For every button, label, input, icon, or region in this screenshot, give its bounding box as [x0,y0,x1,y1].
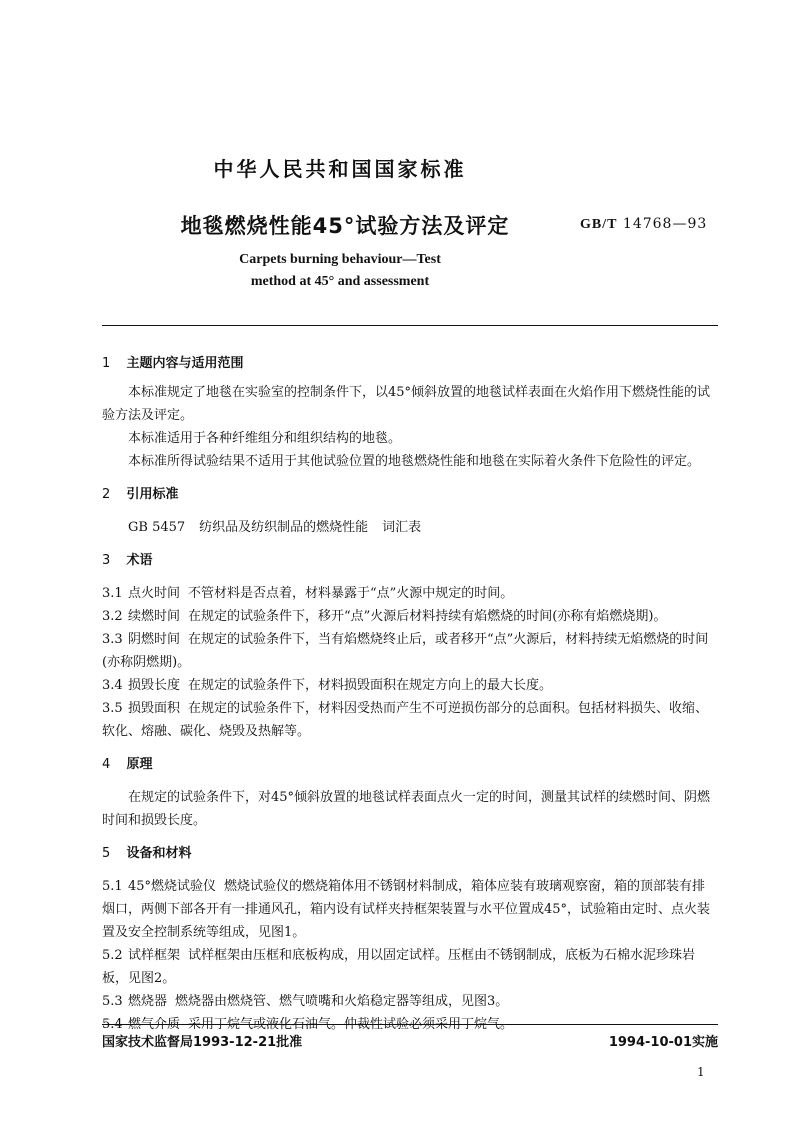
term-definition [102,674,718,697]
section-heading [102,483,718,506]
term-definition [102,605,718,628]
reference-entry [102,516,718,539]
english-title-line-1: Carpets burning behaviour—Test [239,252,441,267]
section-title: 引用标准 [126,487,179,502]
item-number: 5.4 [102,1017,123,1032]
section-title: 设备和材料 [126,846,192,861]
item-name: 燃气介质 [128,1017,181,1032]
term-number: 3.5 [102,701,123,716]
paragraph: 本标准所得试验结果不适用于其他试验位置的地毯燃烧性能和地毯在实际着火条件下危险性的评定。 [128,454,701,469]
term-number: 3.4 [102,678,123,693]
item-number: 5.1 [102,879,123,894]
term-text: 在规定的试验条件下，材料因受热而产生不可逆损伤部分的总面积。包括材料损失、收缩、软化、熔融、碳化、烧毁及热解等。 [102,701,709,739]
section-number: 1 [102,356,111,371]
implementation-date: 1994-10-01实施 [608,1035,718,1050]
reference-title: 纺织品及纺织制品的燃烧性能 [199,520,369,535]
equipment-item [102,990,718,1013]
standard-title: 地毯燃烧性能45°试验方法及评定 [180,214,510,238]
standard-code: 14768—93 [622,216,708,232]
section-number: 5 [102,846,111,861]
term-number: 3.1 [102,586,123,601]
term-name: 点火时间 [128,586,181,601]
item-text: 燃烧试验仪的燃烧箱体用不锈钢材料制成，箱体应装有玻璃观察窗，箱的顶部装有排烟口，两侧下部各开有一排通风孔，箱内设有试样夹持框架装置与水平位置成45°，试验箱由定时、点火装置及安全控制系统等组成，见图1。 [102,879,711,940]
item-name: 45°燃烧试验仪 [128,879,217,894]
page-number: 1 [697,1065,705,1079]
approval-info: 国家技术监督局1993-12-21批准 [102,1035,303,1050]
section-heading [102,352,718,375]
term-text: 不管材料是否点着，材料暴露于“点”火源中规定的时间。 [188,586,514,601]
term-name: 阴燃时间 [128,632,181,647]
term-number: 3.2 [102,609,123,624]
item-text: 试样框架由压框和底板构成，用以固定试样。压框由不锈钢制成，底板为石棉水泥珍珠岩板，见图2。 [102,948,696,986]
term-definition [102,582,718,605]
section-heading [102,753,718,776]
reference-title-2: 词汇表 [382,520,422,535]
english-title-line-2: method at 45° and assessment [250,274,430,289]
term-text: 在规定的试验条件下，移开“点”火源后材料持续有焰燃烧的时间(亦称有焰燃烧期)。 [188,609,667,624]
paragraph: 本标准规定了地毯在实验室的控制条件下，以45°倾斜放置的地毯试样表面在火焰作用下燃烧性能的试验方法及评定。 [102,385,711,423]
section-title: 原理 [126,757,153,772]
section-heading [102,842,718,865]
item-name: 燃烧器 [128,994,168,1009]
standard-number [580,216,707,233]
item-number: 5.2 [102,948,123,963]
item-name: 试样框架 [128,948,181,963]
paragraph: 在规定的试验条件下，对45°倾斜放置的地毯试样表面点火一定的时间，测量其试样的续燃时间、阴燃时间和损毁长度。 [102,790,711,828]
term-name: 损毁面积 [128,701,181,716]
item-text: 采用丁烷气或液化石油气。仲裁性试验必须采用丁烷气。 [188,1017,514,1032]
term-text: 在规定的试验条件下，当有焰燃烧终止后，或者移开“点”火源后，材料持续无焰燃烧的时间(亦称阴燃期)。 [102,632,709,670]
equipment-item [102,944,718,990]
section-title: 术语 [126,553,153,568]
paragraph: 本标准适用于各种纤维组分和组织结构的地毯。 [128,431,402,446]
document-body [102,352,718,1036]
equipment-item [102,875,718,944]
term-name: 续燃时间 [128,609,181,624]
term-definition [102,697,718,743]
section-title: 主题内容与适用范围 [126,356,244,371]
footer [102,1031,718,1050]
header-rule [102,325,718,326]
item-text: 燃烧器由燃烧管、燃气喷嘴和火焰稳定器等组成，见图3。 [175,994,509,1009]
term-text: 在规定的试验条件下，材料损毁面积在规定方向上的最大长度。 [188,678,553,693]
section-number: 2 [102,487,111,502]
term-name: 损毁长度 [128,678,181,693]
term-number: 3.3 [102,632,123,647]
item-number: 5.3 [102,994,123,1009]
footer-rule [102,1024,718,1025]
section-number: 4 [102,757,111,772]
standard-prefix: GB/T [580,217,618,232]
term-definition [102,628,718,674]
section-number: 3 [102,553,111,568]
national-standard-heading: 中华人民共和国国家标准 [213,157,467,181]
section-heading [102,549,718,572]
reference-code: GB 5457 [128,520,186,535]
